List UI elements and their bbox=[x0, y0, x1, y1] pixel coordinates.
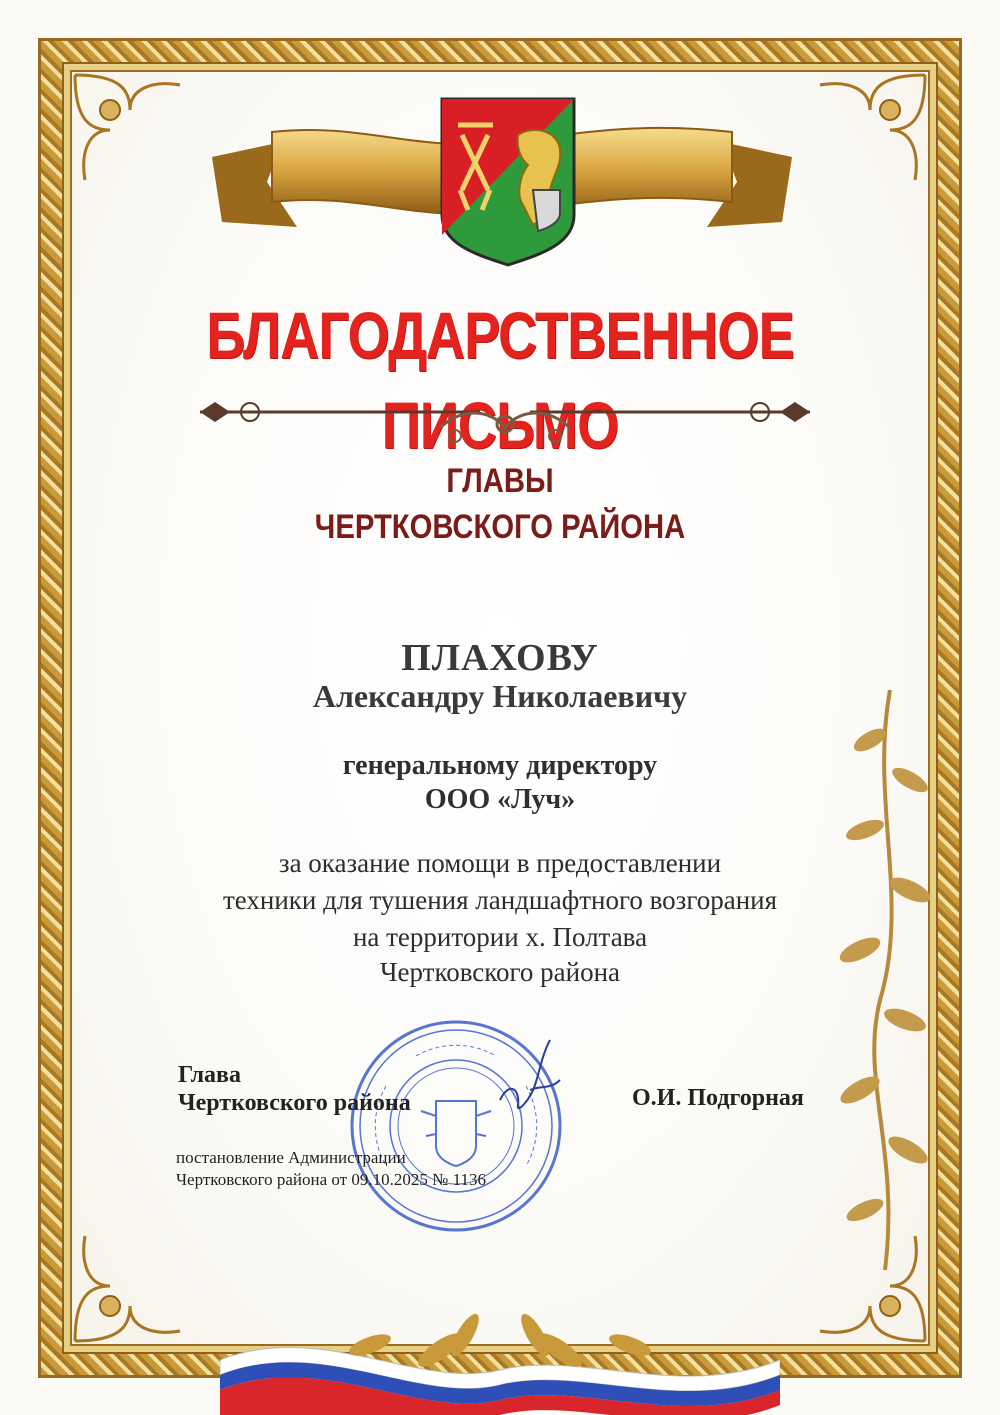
signatory-title-line-1: Глава bbox=[178, 1062, 241, 1088]
title-divider-ornament bbox=[190, 388, 820, 452]
decree-reference-line-2: Чертковского района от 09.10.2025 № 1136 bbox=[176, 1170, 486, 1189]
handwritten-signature bbox=[490, 1030, 570, 1120]
issuer-line-1: ГЛАВЫ bbox=[446, 462, 554, 500]
reason-line-1: за оказание помощи в предоставлении bbox=[278, 848, 722, 878]
corner-ornament-bottom-left bbox=[70, 1226, 190, 1346]
recipient-position-line-1: генеральному директору bbox=[342, 750, 658, 781]
recipient-given-name: Александру Николаевичу bbox=[312, 678, 688, 714]
corner-ornament-top-left bbox=[70, 70, 190, 190]
reason-line-2: техники для тушения ландшафтного возгорания bbox=[222, 885, 778, 915]
letter-title: БЛАГОДАРСТВЕННОЕ ПИСЬМО bbox=[206, 298, 794, 462]
reason-line-3: на территории х. Полтава bbox=[352, 922, 648, 952]
coat-of-arms-emblem bbox=[438, 95, 578, 267]
gold-branch-decoration bbox=[830, 680, 940, 1280]
decree-reference-line-1: постановление Администрации bbox=[176, 1148, 406, 1167]
signatory-title-line-2: Чертковского района bbox=[178, 1090, 411, 1116]
recipient-position-line-2: ООО «Луч» bbox=[424, 784, 576, 815]
tricolor-ribbon-laurel bbox=[220, 1300, 780, 1415]
corner-ornament-top-right bbox=[810, 70, 930, 190]
recipient-surname: ПЛАХОВУ bbox=[401, 637, 599, 679]
issuer-line-2: ЧЕРТКОВСКОГО РАЙОНА bbox=[314, 508, 686, 546]
signatory-name: О.И. Подгорная bbox=[632, 1085, 804, 1111]
reason-line-4: Чертковского района bbox=[379, 957, 621, 987]
